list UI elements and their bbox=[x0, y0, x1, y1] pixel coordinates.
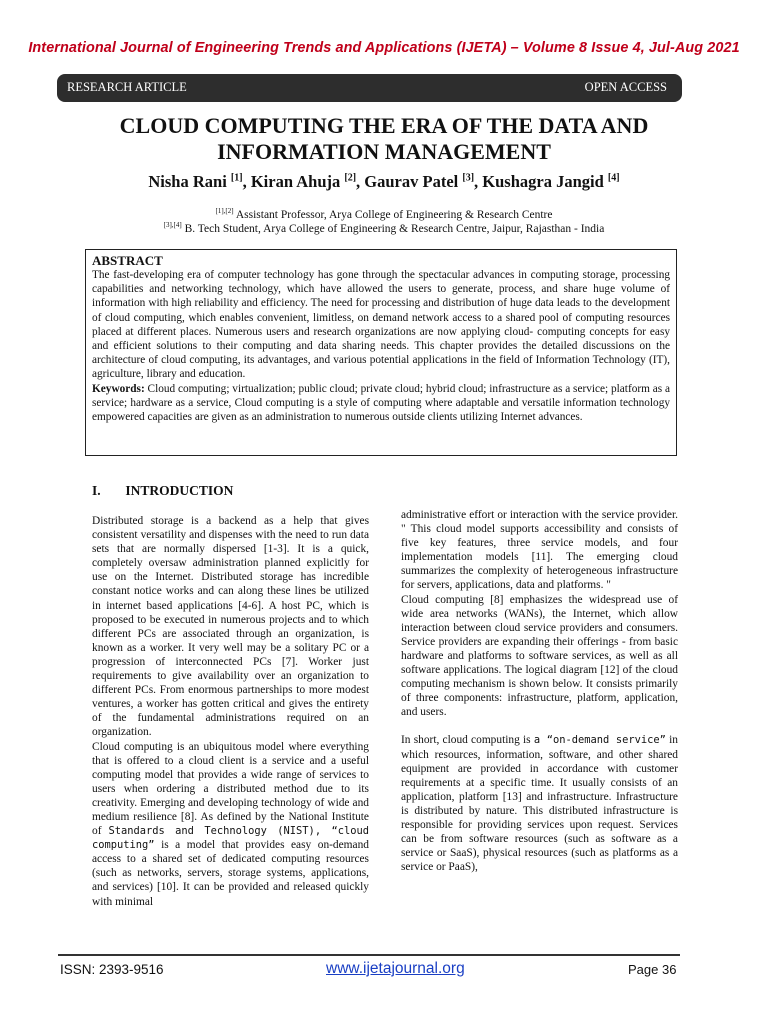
abstract-text: The fast-developing era of computer technology has gone through the spectacular advances in computing storage, processing capabilities and networking technology, which have allowed the users to generate, process, and share huge volume of information with high reliability and efficiency. The need for processing and distribution of huge data leads to the development of cloud computing, which enables convenient, limitless, on demand network access to a shared pool of computing resources placed at different places. Numerous users and research organizations are now applying cloud- computing concepts for easy and efficient solutions to their computing and data sharing needs. This chapter provides the detailed discussions on the architecture of cloud computing, its advantages, and various potential applications in the field of Information Technology (IT), agriculture, library and education. bbox=[92, 269, 670, 381]
author-name: Nisha Rani bbox=[148, 172, 227, 191]
affiliation-mark: [1],[2] bbox=[215, 207, 234, 215]
body-paragraph bbox=[401, 733, 678, 874]
keywords-paragraph bbox=[92, 382, 670, 425]
body-text: In short, cloud computing is bbox=[401, 734, 534, 747]
author-separator: , bbox=[474, 172, 483, 191]
article-type-label: RESEARCH ARTICLE bbox=[67, 80, 187, 94]
author-name: Kiran Ahuja bbox=[250, 172, 341, 191]
footer-divider bbox=[58, 954, 680, 956]
body-paragraph: Distributed storage is a backend as a help that gives consistent versatility and dispenses with the need to run data sets that are normally dispersed [1-3]. It is a quick, completely oversaw administration planned explicitly for use on the Internet. Distributed storage has incredible constant notice works and can along these lines be utilized in internet based applications [4-6]. A host PC, which is proposed to be executed in numerous projects and to which different PCs are associated through an organization, is known as a worker. It very well may be a solitary PC or a progression of interconnected PCs [7]. Worker just requirements to give availability over an organization to different PCs. From enormous partnerships to more modest ventures, a worker has gotten critical and gives the entirety of the fundamental administrations required on an organization. bbox=[92, 515, 369, 739]
author-mark: [1] bbox=[230, 172, 243, 184]
footer-issn: ISSN: 2393-9516 bbox=[60, 962, 164, 977]
author-list bbox=[0, 172, 768, 192]
author-mark: [2] bbox=[344, 172, 357, 184]
journal-header: International Journal of Engineering Trends and Applications (IJETA) – Volume 8 Issue 4, Jul-Aug 2021 bbox=[28, 40, 740, 56]
author-mark: [3] bbox=[462, 172, 475, 184]
body-paragraph bbox=[92, 740, 369, 909]
article-type-bar bbox=[57, 74, 682, 102]
body-text: in which resources, information, software, and other shared equipment are provided in accordance with customer requirements at a specific time. It usually consists of an application, platform [13] and infrastructure. Infrastructure is distributed by nature. This distributed infrastructure is responsible for providing services upon request. Services can be from software resources (such as software as a service or SaaS), physical resources (such as platforms as a service or PaaS), bbox=[401, 734, 678, 874]
affiliation-text: B. Tech Student, Arya College of Engineering & Research Centre, Jaipur, Rajasthan - India bbox=[181, 222, 605, 235]
body-text: Cloud computing is an ubiquitous model where everything that is offered to a cloud client is a service and a useful computing model that provides a wide range of services to users when ordering a distributed method due to its creativity. Emerging and developing technology of wide and medium resilience [8]. As defined by the National Institute of bbox=[92, 740, 369, 838]
abstract-heading: ABSTRACT bbox=[92, 253, 163, 268]
affiliation-mark: [3],[4] bbox=[163, 221, 182, 229]
open-access-label: OPEN ACCESS bbox=[584, 80, 667, 94]
right-column bbox=[401, 508, 678, 874]
section-number: I. bbox=[92, 483, 101, 498]
section-title: INTRODUCTION bbox=[125, 483, 234, 498]
footer-page-number: Page 36 bbox=[628, 962, 677, 977]
keywords-label: Keywords: bbox=[92, 382, 145, 395]
paper-title bbox=[60, 113, 708, 165]
paper-title-line-2: INFORMATION MANAGEMENT bbox=[217, 139, 551, 164]
author-name: Gaurav Patel bbox=[364, 172, 459, 191]
left-column bbox=[92, 514, 369, 909]
author-name: Kushagra Jangid bbox=[482, 172, 604, 191]
body-text: is a model that provides easy on-demand access to a shared set of dedicated computing resources (such as networks, servers, storage systems, applications, and services) [10]. It can be provided and released quickly with minimal bbox=[92, 839, 369, 908]
author-mark: [4] bbox=[607, 172, 620, 184]
author-separator: , bbox=[356, 172, 365, 191]
author-separator: , bbox=[242, 172, 251, 191]
keywords-text: Cloud computing; virtualization; public cloud; private cloud; hybrid cloud; infrastructure as a service; platform as a service; hardware as a service, Cloud computing is a style of computing where adaptable and versatile information technology empowered capacities are given as an administration to numerous outside clients utilizing Internet advances. bbox=[92, 382, 670, 424]
affiliation-text: Assistant Professor, Arya College of Engineering & Research Centre bbox=[233, 208, 553, 221]
paper-title-line-1: CLOUD COMPUTING THE ERA OF THE DATA AND bbox=[119, 113, 649, 138]
footer-website-link[interactable]: www.ijetajournal.org bbox=[326, 960, 465, 977]
abstract-box bbox=[85, 249, 677, 456]
affiliation-line bbox=[0, 207, 768, 221]
body-paragraph: administrative effort or interaction with the service provider. " This cloud model supports accessibility and consists of five key features, three service models, and four implementation models [11]. The emerging cloud summarizes the complexity of heterogeneous infrastructure for servers, applications, data and platforms. " bbox=[401, 509, 678, 592]
nist-quote: Standards and Technology (NIST), “cloud computing” bbox=[92, 825, 369, 852]
section-heading-introduction bbox=[92, 483, 233, 499]
on-demand-quote: a “on-demand service” bbox=[533, 734, 666, 747]
body-paragraph: Cloud computing [8] emphasizes the widespread use of wide area networks (WANs), the Internet, which allow interaction between cloud service providers and consumers. Service providers are expanding their offerings - from basic hardware and platforms to software services, as well as all software applications. The logical diagram [12] of the cloud computing mechanism is shown below. It consists primarily of three components: infrastructure, platform, application, and users. bbox=[401, 593, 678, 719]
affiliation-line bbox=[0, 221, 768, 235]
